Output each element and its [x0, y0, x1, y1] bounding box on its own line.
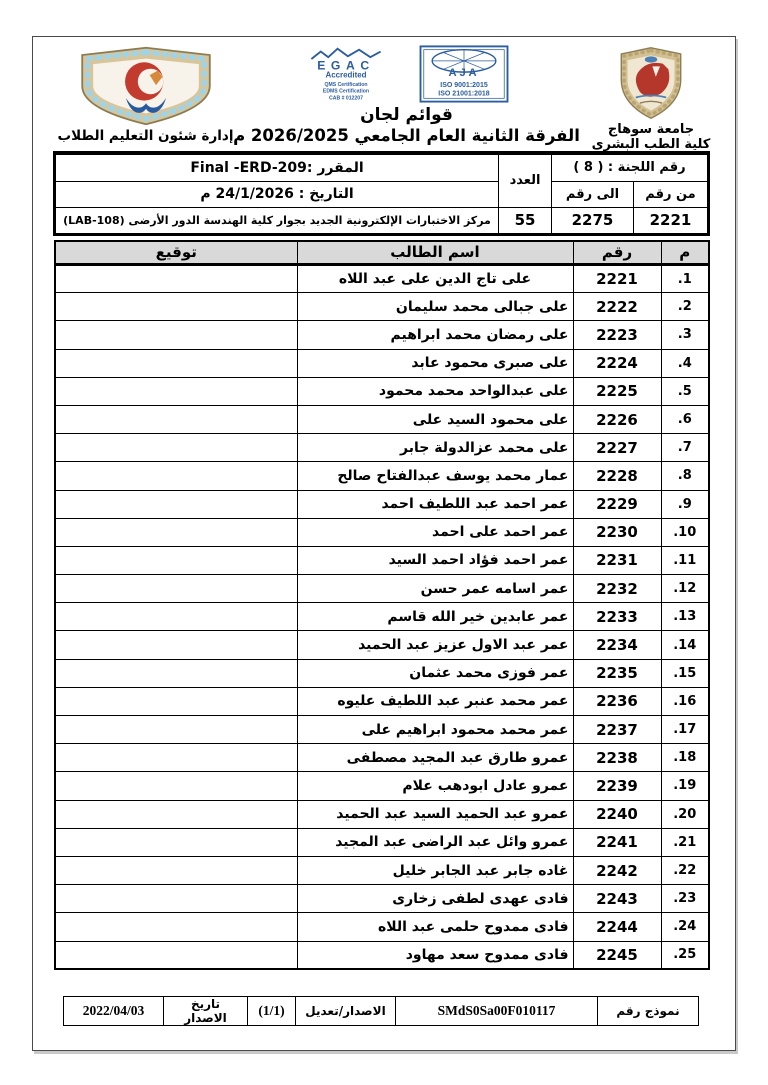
row-student-name: على تاج الدين على عبد اللاه — [297, 265, 573, 293]
row-student-id: 2244 — [573, 913, 661, 941]
row-student-name: عمر احمد فؤاد احمد السيد — [297, 546, 573, 574]
row-student-id: 2236 — [573, 687, 661, 715]
row-signature-cell — [55, 434, 297, 462]
row-serial: .19 — [661, 772, 709, 800]
row-student-name: عمرو طارق عبد المجيد مصطفى — [297, 744, 573, 772]
row-serial: .11 — [661, 546, 709, 574]
row-serial: .25 — [661, 941, 709, 969]
document-sheet — [32, 36, 736, 1051]
row-signature-cell — [55, 462, 297, 490]
aja-iso-logo-icon — [416, 45, 512, 103]
row-serial: .17 — [661, 716, 709, 744]
row-student-name: عمر فوزى محمد عثمان — [297, 659, 573, 687]
row-student-id: 2221 — [573, 265, 661, 293]
row-student-id: 2237 — [573, 716, 661, 744]
row-student-name: عمر محمد محمود ابراهيم على — [297, 716, 573, 744]
row-signature-cell — [55, 265, 297, 293]
row-student-id: 2239 — [573, 772, 661, 800]
issue-revision-label: الاصدار/تعديل — [296, 997, 396, 1026]
row-student-name: عمرو وائل عبد الراضى عبد المجيد — [297, 828, 573, 856]
university-name — [592, 123, 711, 153]
egac-accredited: Accredited — [324, 70, 367, 80]
table-row — [55, 941, 709, 969]
table-row — [55, 659, 709, 687]
page-title: قوائم لجان — [360, 105, 453, 125]
row-signature-cell — [55, 631, 297, 659]
row-signature-cell — [55, 518, 297, 546]
row-student-name: فادى ممدوح سعد مهاود — [297, 941, 573, 969]
department-name: إدارة شئون التعليم الطلاب — [57, 128, 234, 144]
student-table-body — [55, 265, 709, 970]
row-student-id: 2224 — [573, 349, 661, 377]
row-signature-cell — [55, 941, 297, 969]
row-serial: .12 — [661, 575, 709, 603]
row-serial: .3 — [661, 321, 709, 349]
row-serial: .5 — [661, 377, 709, 405]
issue-date-value: 2022/04/03 — [64, 997, 164, 1026]
table-row — [55, 377, 709, 405]
page-header — [33, 37, 735, 152]
table-row — [55, 293, 709, 321]
row-signature-cell — [55, 405, 297, 433]
table-row — [55, 434, 709, 462]
table-row — [55, 716, 709, 744]
from-number-label: من رقم — [634, 181, 709, 207]
students-table-header-row — [55, 241, 709, 265]
row-student-id: 2229 — [573, 490, 661, 518]
department-block — [57, 45, 234, 144]
row-signature-cell — [55, 856, 297, 884]
row-serial: .6 — [661, 405, 709, 433]
issue-date-label: تاريخ الاصدار — [164, 997, 248, 1026]
row-serial: .16 — [661, 687, 709, 715]
row-student-id: 2232 — [573, 575, 661, 603]
row-signature-cell — [55, 800, 297, 828]
university-name-line1: جامعة سوهاج — [607, 122, 695, 137]
row-serial: .24 — [661, 913, 709, 941]
row-signature-cell — [55, 772, 297, 800]
table-row — [55, 490, 709, 518]
to-number-label: الى رقم — [552, 181, 634, 207]
table-row — [55, 687, 709, 715]
row-student-id: 2235 — [573, 659, 661, 687]
row-student-id: 2241 — [573, 828, 661, 856]
row-serial: .8 — [661, 462, 709, 490]
name-column-header: اسم الطالب — [297, 241, 573, 265]
row-signature-cell — [55, 575, 297, 603]
table-row — [55, 603, 709, 631]
row-signature-cell — [55, 293, 297, 321]
table-row — [55, 744, 709, 772]
row-student-id: 2238 — [573, 744, 661, 772]
row-student-name: عمر عابدين خير الله قاسم — [297, 603, 573, 631]
row-student-name: عمر اسامه عمر حسن — [297, 575, 573, 603]
row-student-id: 2233 — [573, 603, 661, 631]
faculty-name-line2: كلية الطب البشرى — [591, 136, 711, 152]
row-student-name: على محمود السيد على — [297, 405, 573, 433]
table-row — [55, 828, 709, 856]
row-signature-cell — [55, 603, 297, 631]
university-block — [585, 45, 717, 153]
row-student-id: 2242 — [573, 856, 661, 884]
row-student-name: فادى ممدوح حلمى عبد اللاه — [297, 913, 573, 941]
count-value: 55 — [499, 207, 552, 234]
row-signature-cell — [55, 321, 297, 349]
row-student-name: فادى عهدى لطفى زخارى — [297, 885, 573, 913]
table-row — [55, 321, 709, 349]
row-student-id: 2225 — [573, 377, 661, 405]
student-affairs-logo-icon — [71, 45, 221, 127]
page-subtitle: الفرقة الثانية العام الجامعي 2026/2025 م — [233, 126, 580, 145]
row-student-name: عمر احمد عبد اللطيف احمد — [297, 490, 573, 518]
exam-date: التاريخ : 24/1/2026 م — [55, 181, 499, 207]
table-row — [55, 462, 709, 490]
row-student-name: على رمضان محمد ابراهيم — [297, 321, 573, 349]
row-student-id: 2234 — [573, 631, 661, 659]
row-signature-cell — [55, 885, 297, 913]
row-signature-cell — [55, 659, 297, 687]
row-student-name: على جبالى محمد سليمان — [297, 293, 573, 321]
row-serial: .13 — [661, 603, 709, 631]
table-row — [55, 349, 709, 377]
table-row — [55, 885, 709, 913]
row-signature-cell — [55, 828, 297, 856]
egac-line3: CAB # 012207 — [328, 95, 363, 102]
row-student-id: 2243 — [573, 885, 661, 913]
row-serial: .15 — [661, 659, 709, 687]
row-student-id: 2222 — [573, 293, 661, 321]
egac-accreditation-logo-icon — [302, 45, 390, 103]
row-student-name: عمر احمد على احمد — [297, 518, 573, 546]
row-serial: .14 — [661, 631, 709, 659]
id-column-header: رقم — [573, 241, 661, 265]
committee-number-label: رقم اللجنة : ( 8 ) — [552, 153, 709, 181]
row-signature-cell — [55, 349, 297, 377]
table-row — [55, 518, 709, 546]
row-signature-cell — [55, 490, 297, 518]
row-signature-cell — [55, 377, 297, 405]
egac-name: EGAC — [316, 58, 375, 73]
row-student-id: 2245 — [573, 941, 661, 969]
row-student-name: عمرو عادل ابودهب علام — [297, 772, 573, 800]
university-logo-icon — [607, 45, 695, 121]
aja-iso1: ISO 9001:2015 — [439, 82, 488, 90]
table-row — [55, 772, 709, 800]
from-number-value: 2221 — [634, 207, 709, 234]
row-serial: .21 — [661, 828, 709, 856]
accreditation-logos — [302, 45, 512, 103]
row-serial: .20 — [661, 800, 709, 828]
row-signature-cell — [55, 546, 297, 574]
row-student-id: 2223 — [573, 321, 661, 349]
row-serial: .2 — [661, 293, 709, 321]
to-number-value: 2275 — [552, 207, 634, 234]
row-signature-cell — [55, 716, 297, 744]
row-student-name: عمار محمد يوسف عبدالفتاح صالح — [297, 462, 573, 490]
row-student-name: عمرو عبد الحميد السيد عبد الحميد — [297, 800, 573, 828]
signature-column-header: توقيع — [55, 241, 297, 265]
row-student-id: 2227 — [573, 434, 661, 462]
row-student-id: 2228 — [573, 462, 661, 490]
table-row — [55, 631, 709, 659]
row-serial: .7 — [661, 434, 709, 462]
aja-iso2: ISO 21001:2018 — [437, 90, 490, 98]
row-serial: .9 — [661, 490, 709, 518]
row-student-name: على صبرى محمود عابد — [297, 349, 573, 377]
row-student-id: 2240 — [573, 800, 661, 828]
form-number-label: نموذج رقم — [598, 997, 699, 1026]
row-student-name: عمر محمد عنبر عبد اللطيف عليوه — [297, 687, 573, 715]
egac-line1: QMS Certification — [324, 82, 367, 89]
table-row — [55, 800, 709, 828]
table-row — [55, 265, 709, 293]
row-signature-cell — [55, 744, 297, 772]
serial-column-header: م — [661, 241, 709, 265]
row-serial: .22 — [661, 856, 709, 884]
form-number-value: SMdS0Sa00F010117 — [396, 997, 598, 1026]
exam-info-table — [53, 151, 710, 236]
table-row — [55, 913, 709, 941]
row-student-name: غاده جابر عبد الجابر خليل — [297, 856, 573, 884]
row-student-id: 2226 — [573, 405, 661, 433]
course-label: المقرر :Final -ERD-209 — [55, 153, 499, 181]
table-row — [55, 575, 709, 603]
form-footer-table — [63, 996, 699, 1026]
egac-line2: EDMS Certification — [322, 88, 369, 95]
row-serial: .18 — [661, 744, 709, 772]
row-serial: .4 — [661, 349, 709, 377]
exam-location: مركز الاختبارات الإلكترونية الجديد بجوار كلية الهندسة الدور الأرضى (LAB-108) — [55, 207, 499, 234]
count-label: العدد — [499, 153, 552, 207]
row-serial: .1 — [661, 265, 709, 293]
table-row — [55, 405, 709, 433]
row-student-id: 2231 — [573, 546, 661, 574]
aja-name: AJA — [448, 66, 479, 79]
row-signature-cell — [55, 687, 297, 715]
students-table — [54, 240, 710, 971]
table-row — [55, 546, 709, 574]
row-serial: .10 — [661, 518, 709, 546]
row-signature-cell — [55, 913, 297, 941]
row-serial: .23 — [661, 885, 709, 913]
table-row — [55, 856, 709, 884]
title-block — [233, 45, 580, 145]
row-student-name: على عبدالواحد محمد محمود — [297, 377, 573, 405]
row-student-name: عمر عبد الاول عزيز عبد الحميد — [297, 631, 573, 659]
row-student-name: على محمد عزالدولة جابر — [297, 434, 573, 462]
issue-revision-value: (1/1) — [248, 997, 296, 1026]
row-student-id: 2230 — [573, 518, 661, 546]
